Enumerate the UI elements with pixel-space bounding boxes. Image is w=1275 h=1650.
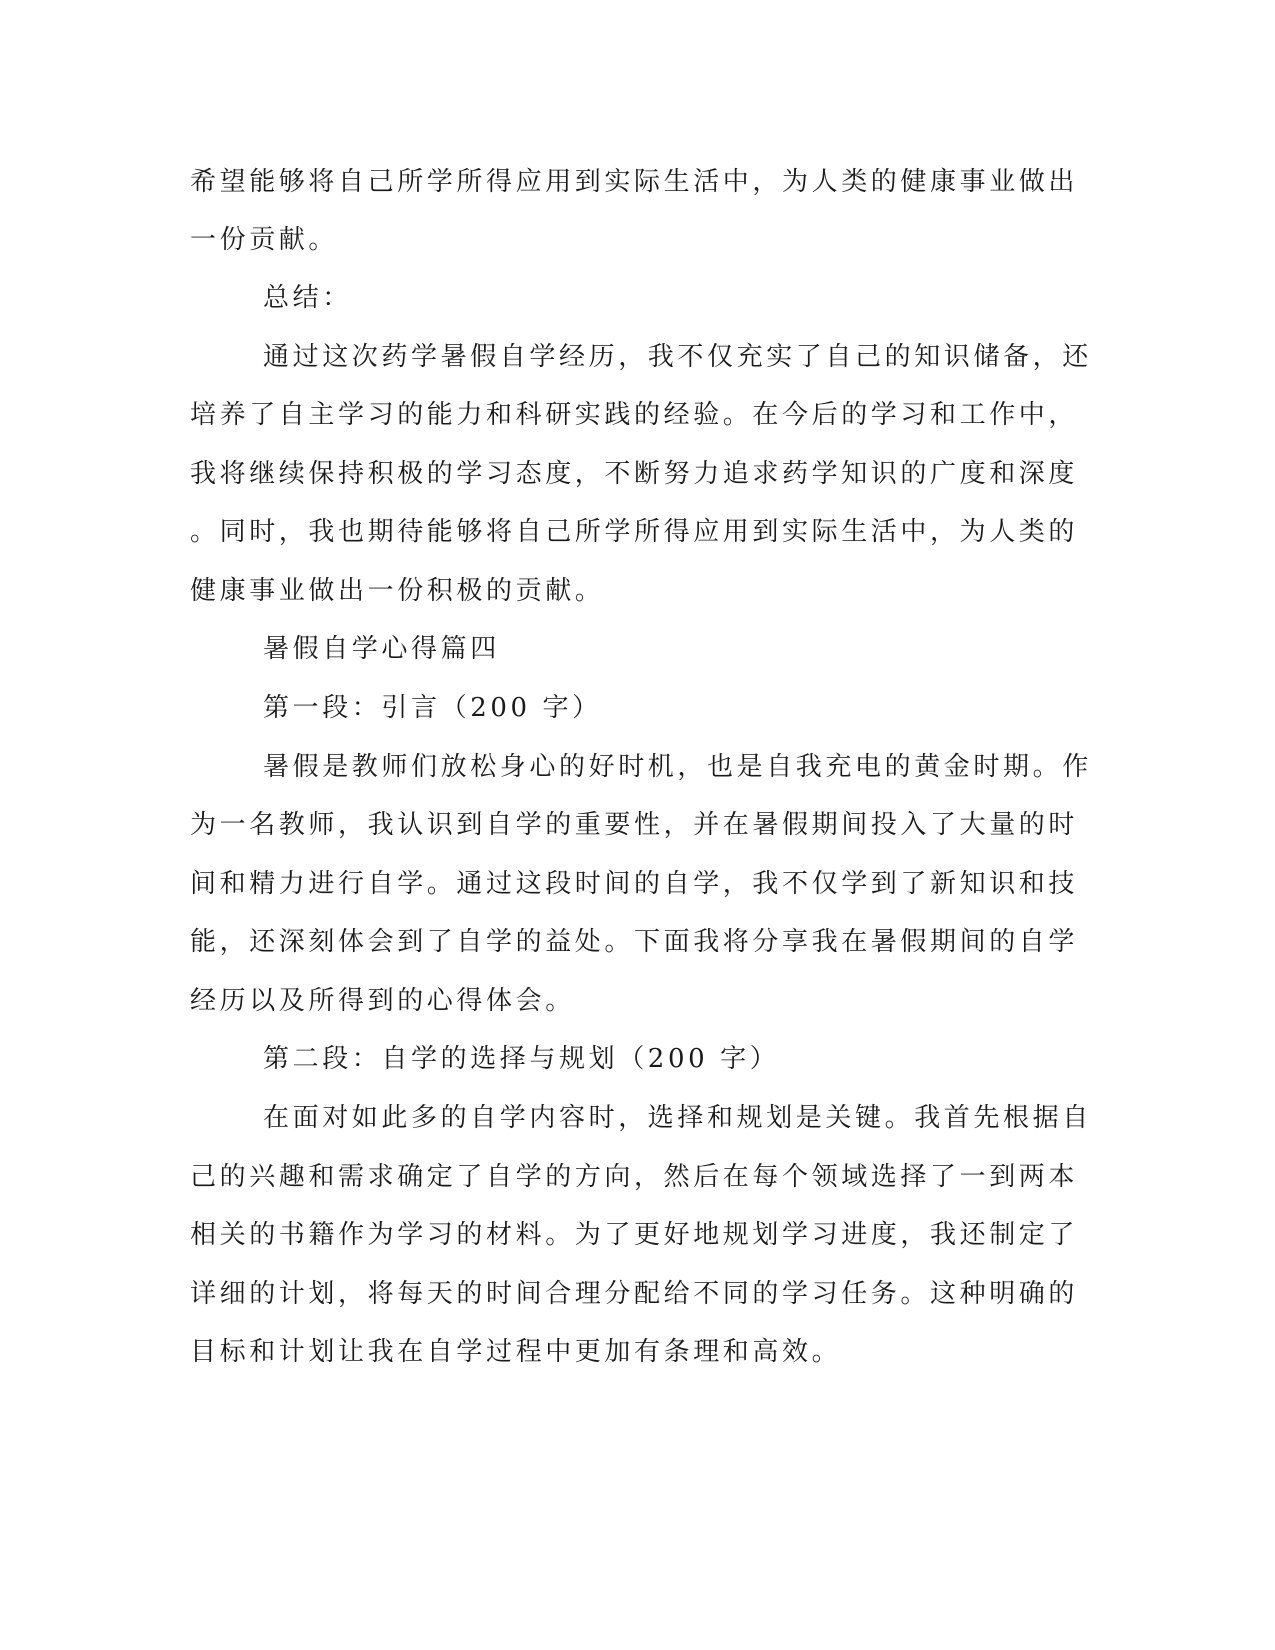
article-title: 暑假自学心得篇四 bbox=[263, 634, 500, 664]
text-line: 相关的书籍作为学习的材料。为了更好地规划学习进度，我还制定了 bbox=[190, 1220, 1079, 1250]
section-heading: 总结： bbox=[263, 283, 352, 313]
text-line: 。同时，我也期待能够将自己所学所得应用到实际生活中，为人类的 bbox=[190, 517, 1079, 547]
text-line: 为一名教师，我认识到自学的重要性，并在暑假期间投入了大量的时 bbox=[190, 810, 1079, 840]
text-line: 经历以及所得到的心得体会。 bbox=[190, 986, 575, 1016]
text-line: 一份贡献。 bbox=[190, 225, 339, 255]
text-line: 间和精力进行自学。通过这段时间的自学，我不仅学到了新知识和技 bbox=[190, 869, 1079, 899]
text-line: 暑假是教师们放松身心的好时机，也是自我充电的黄金时期。作 bbox=[263, 752, 1092, 782]
text-line: 详细的计划，将每天的时间合理分配给不同的学习任务。这种明确的 bbox=[190, 1279, 1079, 1309]
text-line: 我将继续保持积极的学习态度，不断努力追求药学知识的广度和深度 bbox=[190, 459, 1079, 489]
text-line: 健康事业做出一份积极的贡献。 bbox=[190, 576, 605, 606]
section-heading: 第一段：引言（200 字） bbox=[263, 693, 602, 723]
text-line: 目标和计划让我在自学过程中更加有条理和高效。 bbox=[190, 1337, 842, 1367]
section-heading: 第二段：自学的选择与规划（200 字） bbox=[263, 1044, 780, 1074]
text-line: 通过这次药学暑假自学经历，我不仅充实了自己的知识储备，还 bbox=[263, 342, 1092, 372]
text-line: 希望能够将自己所学所得应用到实际生活中，为人类的健康事业做出 bbox=[190, 167, 1079, 197]
text-line: 培养了自主学习的能力和科研实践的经验。在今后的学习和工作中， bbox=[190, 400, 1079, 430]
text-line: 在面对如此多的自学内容时，选择和规划是关键。我首先根据自 bbox=[263, 1103, 1092, 1133]
text-line: 己的兴趣和需求确定了自学的方向，然后在每个领域选择了一到两本 bbox=[190, 1162, 1079, 1192]
text-line: 能，还深刻体会到了自学的益处。下面我将分享我在暑假期间的自学 bbox=[190, 927, 1079, 957]
